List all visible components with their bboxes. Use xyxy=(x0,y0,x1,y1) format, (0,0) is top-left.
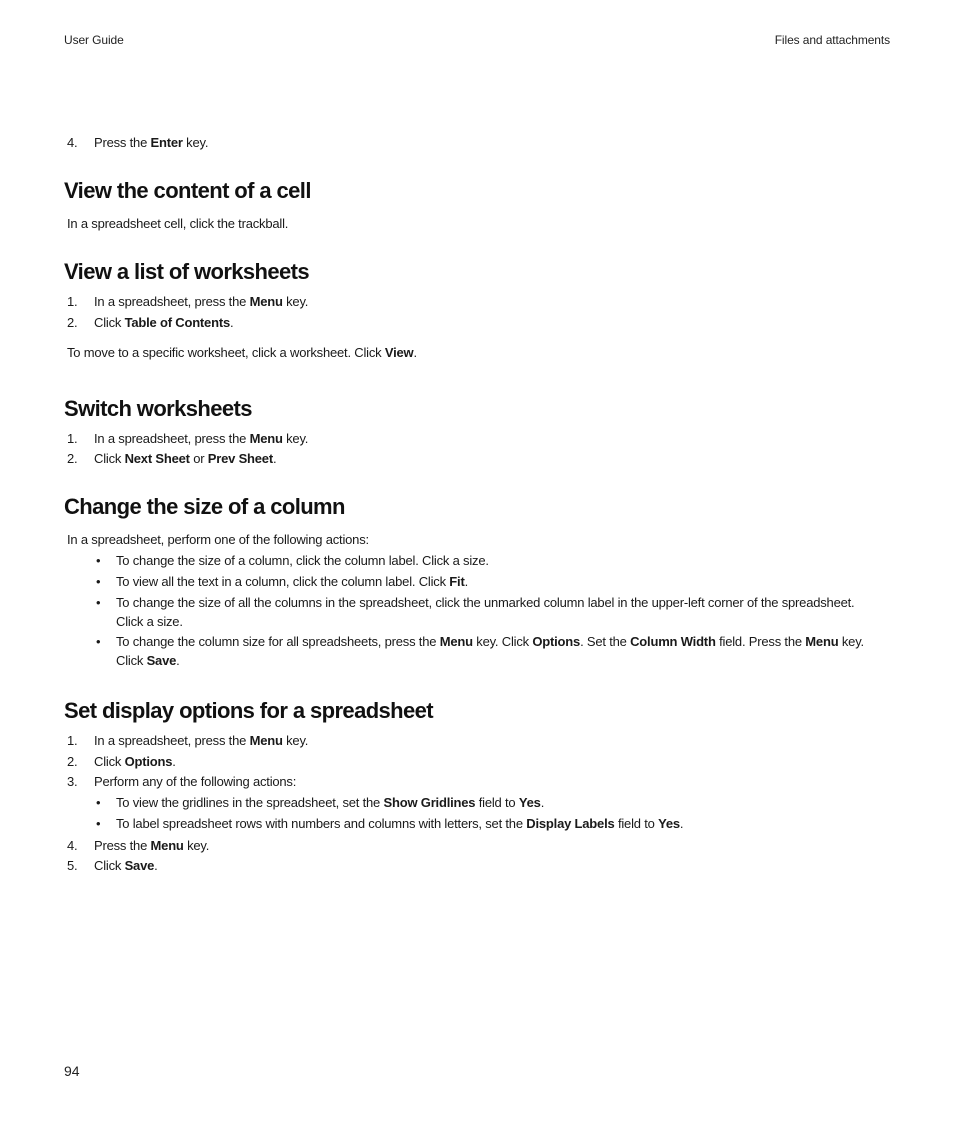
bullet-glyph: • xyxy=(96,574,101,589)
step-text: Click Save. xyxy=(94,858,158,873)
bullet-glyph: • xyxy=(96,553,101,568)
step-number: 1. xyxy=(67,431,78,446)
section-heading: Switch worksheets xyxy=(64,396,252,421)
step-text: Press the Enter key. xyxy=(94,135,209,150)
section-heading: View a list of worksheets xyxy=(64,259,310,284)
section-paragraph: To move to a specific worksheet, click a worksheet. Click View. xyxy=(67,345,417,360)
bullet-text: To change the size of a column, click the column label. Click a size. xyxy=(116,553,489,568)
section-paragraph: In a spreadsheet, perform one of the following actions: xyxy=(67,532,369,547)
step-number: 4. xyxy=(67,135,78,150)
step-text: Click Options. xyxy=(94,754,176,769)
section-heading: Change the size of a column xyxy=(64,494,345,519)
step-text: Click Next Sheet or Prev Sheet. xyxy=(94,451,277,466)
section-heading: Set display options for a spreadsheet xyxy=(64,698,434,723)
bullet-glyph: • xyxy=(96,595,101,610)
page-number: 94 xyxy=(64,1063,80,1079)
running-header-right: Files and attachments xyxy=(774,33,890,47)
bullet-text: To view all the text in a column, click the column label. Click Fit. xyxy=(116,574,469,589)
step-number: 1. xyxy=(67,294,78,309)
key-name: Enter xyxy=(150,135,183,150)
step-number: 2. xyxy=(67,315,78,330)
step-number: 3. xyxy=(67,774,78,789)
step-text: Perform any of the following actions: xyxy=(94,774,297,789)
step-number: 1. xyxy=(67,733,78,748)
step-text: Press the Menu key. xyxy=(94,838,210,853)
bullet-text: To label spreadsheet rows with numbers and columns with letters, set the Display Labels field to Yes. xyxy=(116,816,684,831)
bullet-text: To change the size of all the columns in the spreadsheet, click the unmarked column label in the upper-left corner of the spreadsheet. Click a size. xyxy=(116,595,855,629)
bullet-glyph: • xyxy=(96,816,101,831)
bullet-glyph: • xyxy=(96,795,101,810)
step-text: In a spreadsheet, press the Menu key. xyxy=(94,294,309,309)
bullet-text: To view the gridlines in the spreadsheet, set the Show Gridlines field to Yes. xyxy=(116,795,545,810)
section-paragraph: In a spreadsheet cell, click the trackball. xyxy=(67,216,289,231)
bullet-text: To change the column size for all spreadsheets, press the Menu key. Click Options. Set the Column Width field. Press the Menu key. Click Save. xyxy=(116,634,864,668)
step-text: Click Table of Contents. xyxy=(94,315,234,330)
step-number: 5. xyxy=(67,858,78,873)
running-header-left: User Guide xyxy=(64,33,124,47)
step-text: In a spreadsheet, press the Menu key. xyxy=(94,431,309,446)
step-number: 2. xyxy=(67,451,78,466)
bullet-glyph: • xyxy=(96,634,101,649)
section-heading: View the content of a cell xyxy=(64,178,311,203)
step-text: In a spreadsheet, press the Menu key. xyxy=(94,733,309,748)
step-number: 4. xyxy=(67,838,78,853)
step-number: 2. xyxy=(67,754,78,769)
